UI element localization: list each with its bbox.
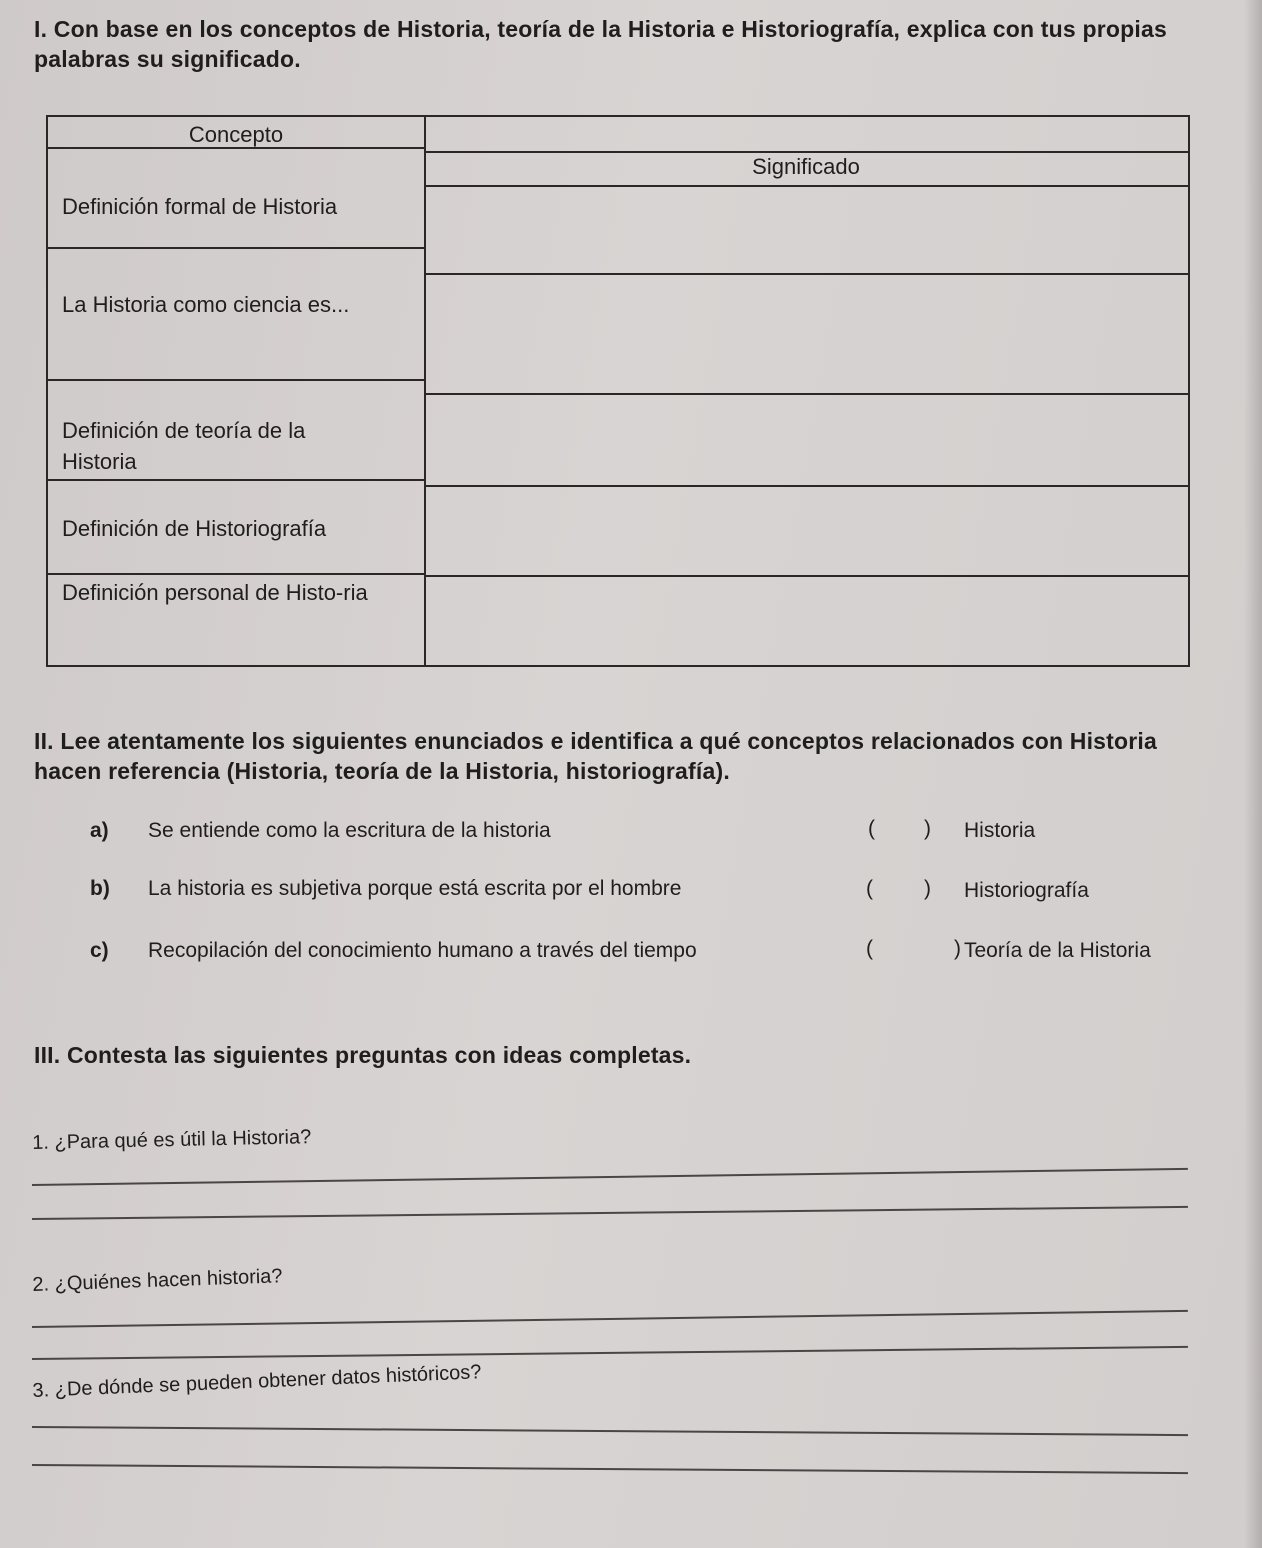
table-column-divider: [424, 117, 426, 665]
item-text: Recopilación del conocimiento humano a través del tiempo: [148, 939, 697, 962]
question-3: 3. ¿De dónde se pueden obtener datos históricos?: [32, 1361, 482, 1402]
section-3-heading: III. Contesta las siguientes preguntas con ideas completas.: [34, 1042, 692, 1068]
column-header-meaning: Significado: [752, 154, 860, 179]
table-row-divider: [424, 393, 1190, 395]
option-label: Historia: [964, 819, 1036, 842]
answer-paren-close: ): [954, 937, 961, 960]
concept-cell: Definición personal de Histo-ria: [62, 580, 368, 605]
answer-line[interactable]: [32, 1426, 1188, 1436]
answer-line[interactable]: [32, 1464, 1188, 1474]
column-header-concept: Concepto: [188, 122, 284, 147]
item-letter: c): [90, 939, 109, 962]
answer-paren-close: ): [924, 817, 931, 840]
option-label: Historiografía: [964, 879, 1089, 902]
statement-item: [90, 818, 551, 844]
section-1-heading: I. Con base en los conceptos de Historia, teoría de la Historia e Historiografía, explica con tus propias palabras su significado.: [34, 16, 1167, 72]
item-letter: b): [90, 877, 110, 900]
table-row-divider: [48, 247, 426, 249]
answer-paren-close: ): [924, 877, 931, 900]
table-row-divider: [424, 273, 1190, 275]
answer-line[interactable]: [32, 1310, 1188, 1328]
statement-item: [90, 876, 681, 902]
concept-cell: La Historia como ciencia es...: [62, 292, 350, 317]
table-row-divider: [424, 575, 1190, 577]
concept-cell: Definición formal de Historia: [62, 194, 338, 219]
concept-table: [46, 115, 1190, 667]
question-1: 1. ¿Para qué es útil la Historia?: [32, 1126, 312, 1154]
option-label: Teoría de la Historia: [964, 939, 1151, 962]
concept-cell: Definición de Historiografía: [62, 516, 327, 541]
answer-line[interactable]: [32, 1346, 1188, 1360]
answer-line[interactable]: [32, 1206, 1188, 1220]
answer-paren-open: (: [866, 877, 873, 900]
table-row-divider: [424, 185, 1190, 187]
section-2-heading: II. Lee atentamente los siguientes enunciados e identifica a qué conceptos relacionados con Historia hacen referencia (Historia, teoría de la Historia, historiografía).: [34, 728, 1158, 784]
question-2: 2. ¿Quiénes hacen historia?: [32, 1265, 283, 1296]
concept-cell: Definición de teoría de la Historia: [62, 418, 306, 474]
item-text: La historia es subjetiva porque está escrita por el hombre: [148, 877, 682, 900]
answer-paren-open: (: [868, 817, 875, 840]
table-row-divider: [48, 479, 426, 481]
item-text: Se entiende como la escritura de la historia: [148, 819, 551, 842]
answer-paren-open: (: [866, 937, 873, 960]
table-row-divider: [48, 573, 426, 575]
answer-line[interactable]: [32, 1168, 1188, 1186]
page-edge-shadow: [1244, 0, 1262, 1548]
table-row-divider: [424, 485, 1190, 487]
table-row-divider: [48, 379, 426, 381]
item-letter: a): [90, 819, 109, 842]
statement-item: [90, 938, 697, 964]
